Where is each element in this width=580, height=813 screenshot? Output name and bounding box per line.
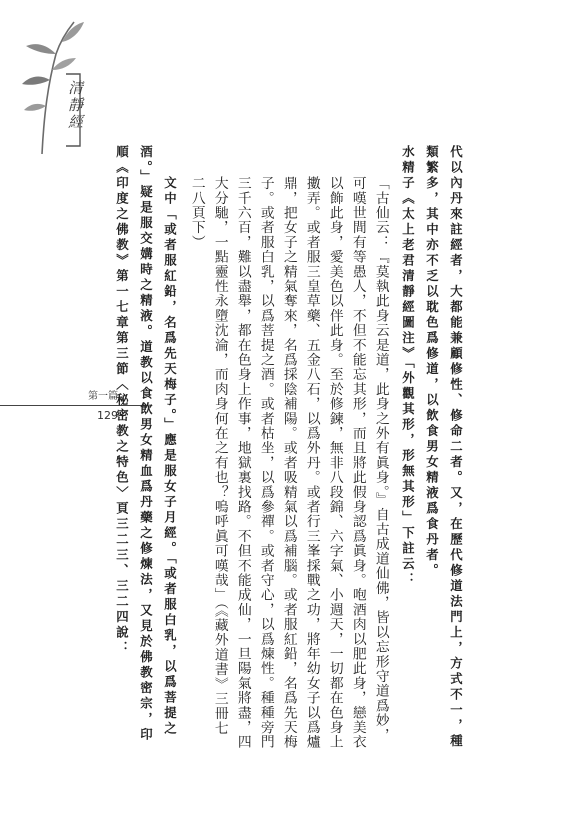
quote-column: 子。或者服白乳，以爲菩提之酒。或者枯坐，以爲參禪。或者守心，以爲煉性。種種旁門 [257,176,274,750]
text-column: 順《印度之佛教》第一七章第三節〈秘密教之特色〉頁三二三、三二四說： [114,145,130,657]
page-number: 129 [97,409,118,422]
text-column: 酒。」疑是服交媾時之精液。道教以食飲男女精血爲丹藥之修煉法，又見於佛教密宗，印 [138,145,154,744]
quote-column: 大分馳，一點靈性永墮沈淪，而肉身何在之有也？嗚呼眞可嘆哉」（《藏外道書》三冊七 [211,176,228,736]
quote-column: 二八頁下） [188,176,205,250]
quote-column: 擻弄。或者服三皇草藥、五金八石，以爲外丹。或者行三峯採戰之功，將年幼女子以爲爐 [303,176,320,750]
text-column: 文中「或者服紅鉛，名爲先天梅子。」應是服女子月經。「或者服白乳，以爲菩提之 [162,176,178,738]
quote-column: 鼎，把女子之精氣奪來，名爲採陰補陽。或者吸精氣以爲補腦。或者服紅鉛，名爲先天梅 [280,176,297,750]
text-column: 水精子《太上老君清靜經圖注》「外觀其形，形無其形」下註云： [400,145,416,589]
text-column: 代以內丹來註經者，大都能兼顧修性、修命二者。又，在歷代修道法門上，方式不一，種 [448,145,464,750]
plant-logo [18,14,88,159]
running-head: 第一篇 [88,391,118,402]
text-column: 類繁多，其中亦不乏以耽色爲修道，以飲食男女精液爲食丹者。 [424,145,440,579]
quote-column: 可嘆世間有等愚人，不但不能忘其形，而且將此假身認爲眞身。咆酒肉以肥此身，戀美衣 [349,176,366,750]
quote-column: 以飾此身，愛美色以伴此身。至於修鍊，無非八段錦、六字氣、小週天，一切都在色身上 [326,176,343,750]
quote-column: 「古仙云：『莫執此身云是道，此身之外有眞身。』自古成道仙佛，皆以忘形守道爲妙， [372,176,389,743]
logo-title: 清靜經 [66,80,84,131]
quote-column: 三千六百，難以盡舉，都在色身上作事，地獄裏找路。不但不能成仙，一旦陽氣將盡，四 [234,176,251,750]
